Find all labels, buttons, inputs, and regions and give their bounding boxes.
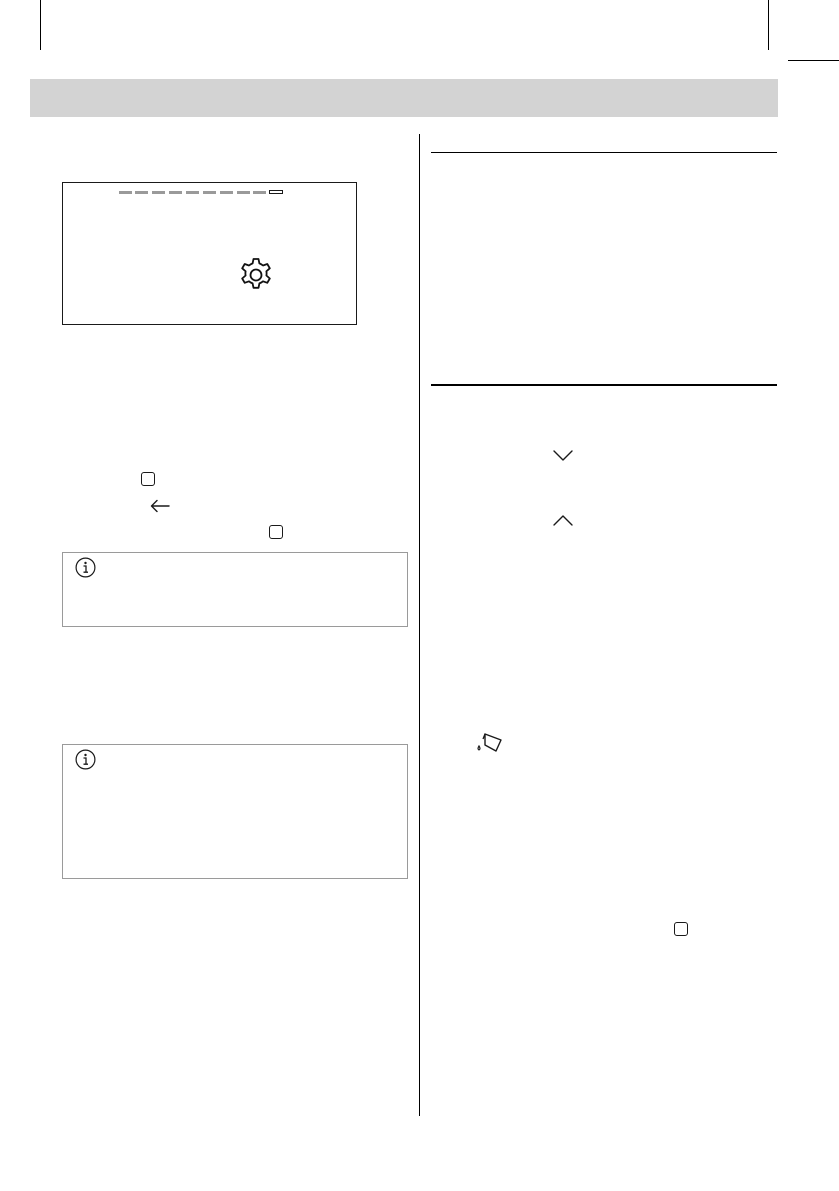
arrow-left-icon (150, 499, 170, 513)
square-button-icon (674, 922, 688, 936)
info-icon (75, 557, 96, 578)
progress-dash (119, 191, 132, 194)
square-button-icon (269, 525, 283, 539)
square-button-icon (141, 472, 155, 486)
progress-dashes (119, 191, 289, 195)
detergent-pour-icon (474, 731, 504, 755)
info-icon (75, 749, 96, 770)
section-header-bar (30, 79, 778, 117)
info-note-box (62, 744, 408, 879)
progress-current-step (269, 190, 283, 194)
display-panel (62, 182, 357, 325)
crop-mark-top-right-vertical (768, 0, 769, 50)
progress-dash (220, 191, 233, 194)
chevron-up-icon (552, 513, 574, 527)
chevron-down-icon (552, 448, 574, 462)
gear-icon (238, 257, 274, 293)
crop-mark-top-left-vertical (40, 0, 41, 50)
progress-dash (135, 191, 148, 194)
section-rule (431, 152, 777, 153)
crop-mark-top-right-horizontal (788, 60, 839, 61)
progress-dash (203, 191, 216, 194)
progress-dash (186, 191, 199, 194)
progress-dash (152, 191, 165, 194)
progress-dash (237, 191, 250, 194)
progress-dash (169, 191, 182, 194)
progress-dash (253, 191, 266, 194)
info-note-box (62, 552, 408, 627)
section-rule (431, 384, 777, 386)
column-divider (419, 134, 420, 1116)
